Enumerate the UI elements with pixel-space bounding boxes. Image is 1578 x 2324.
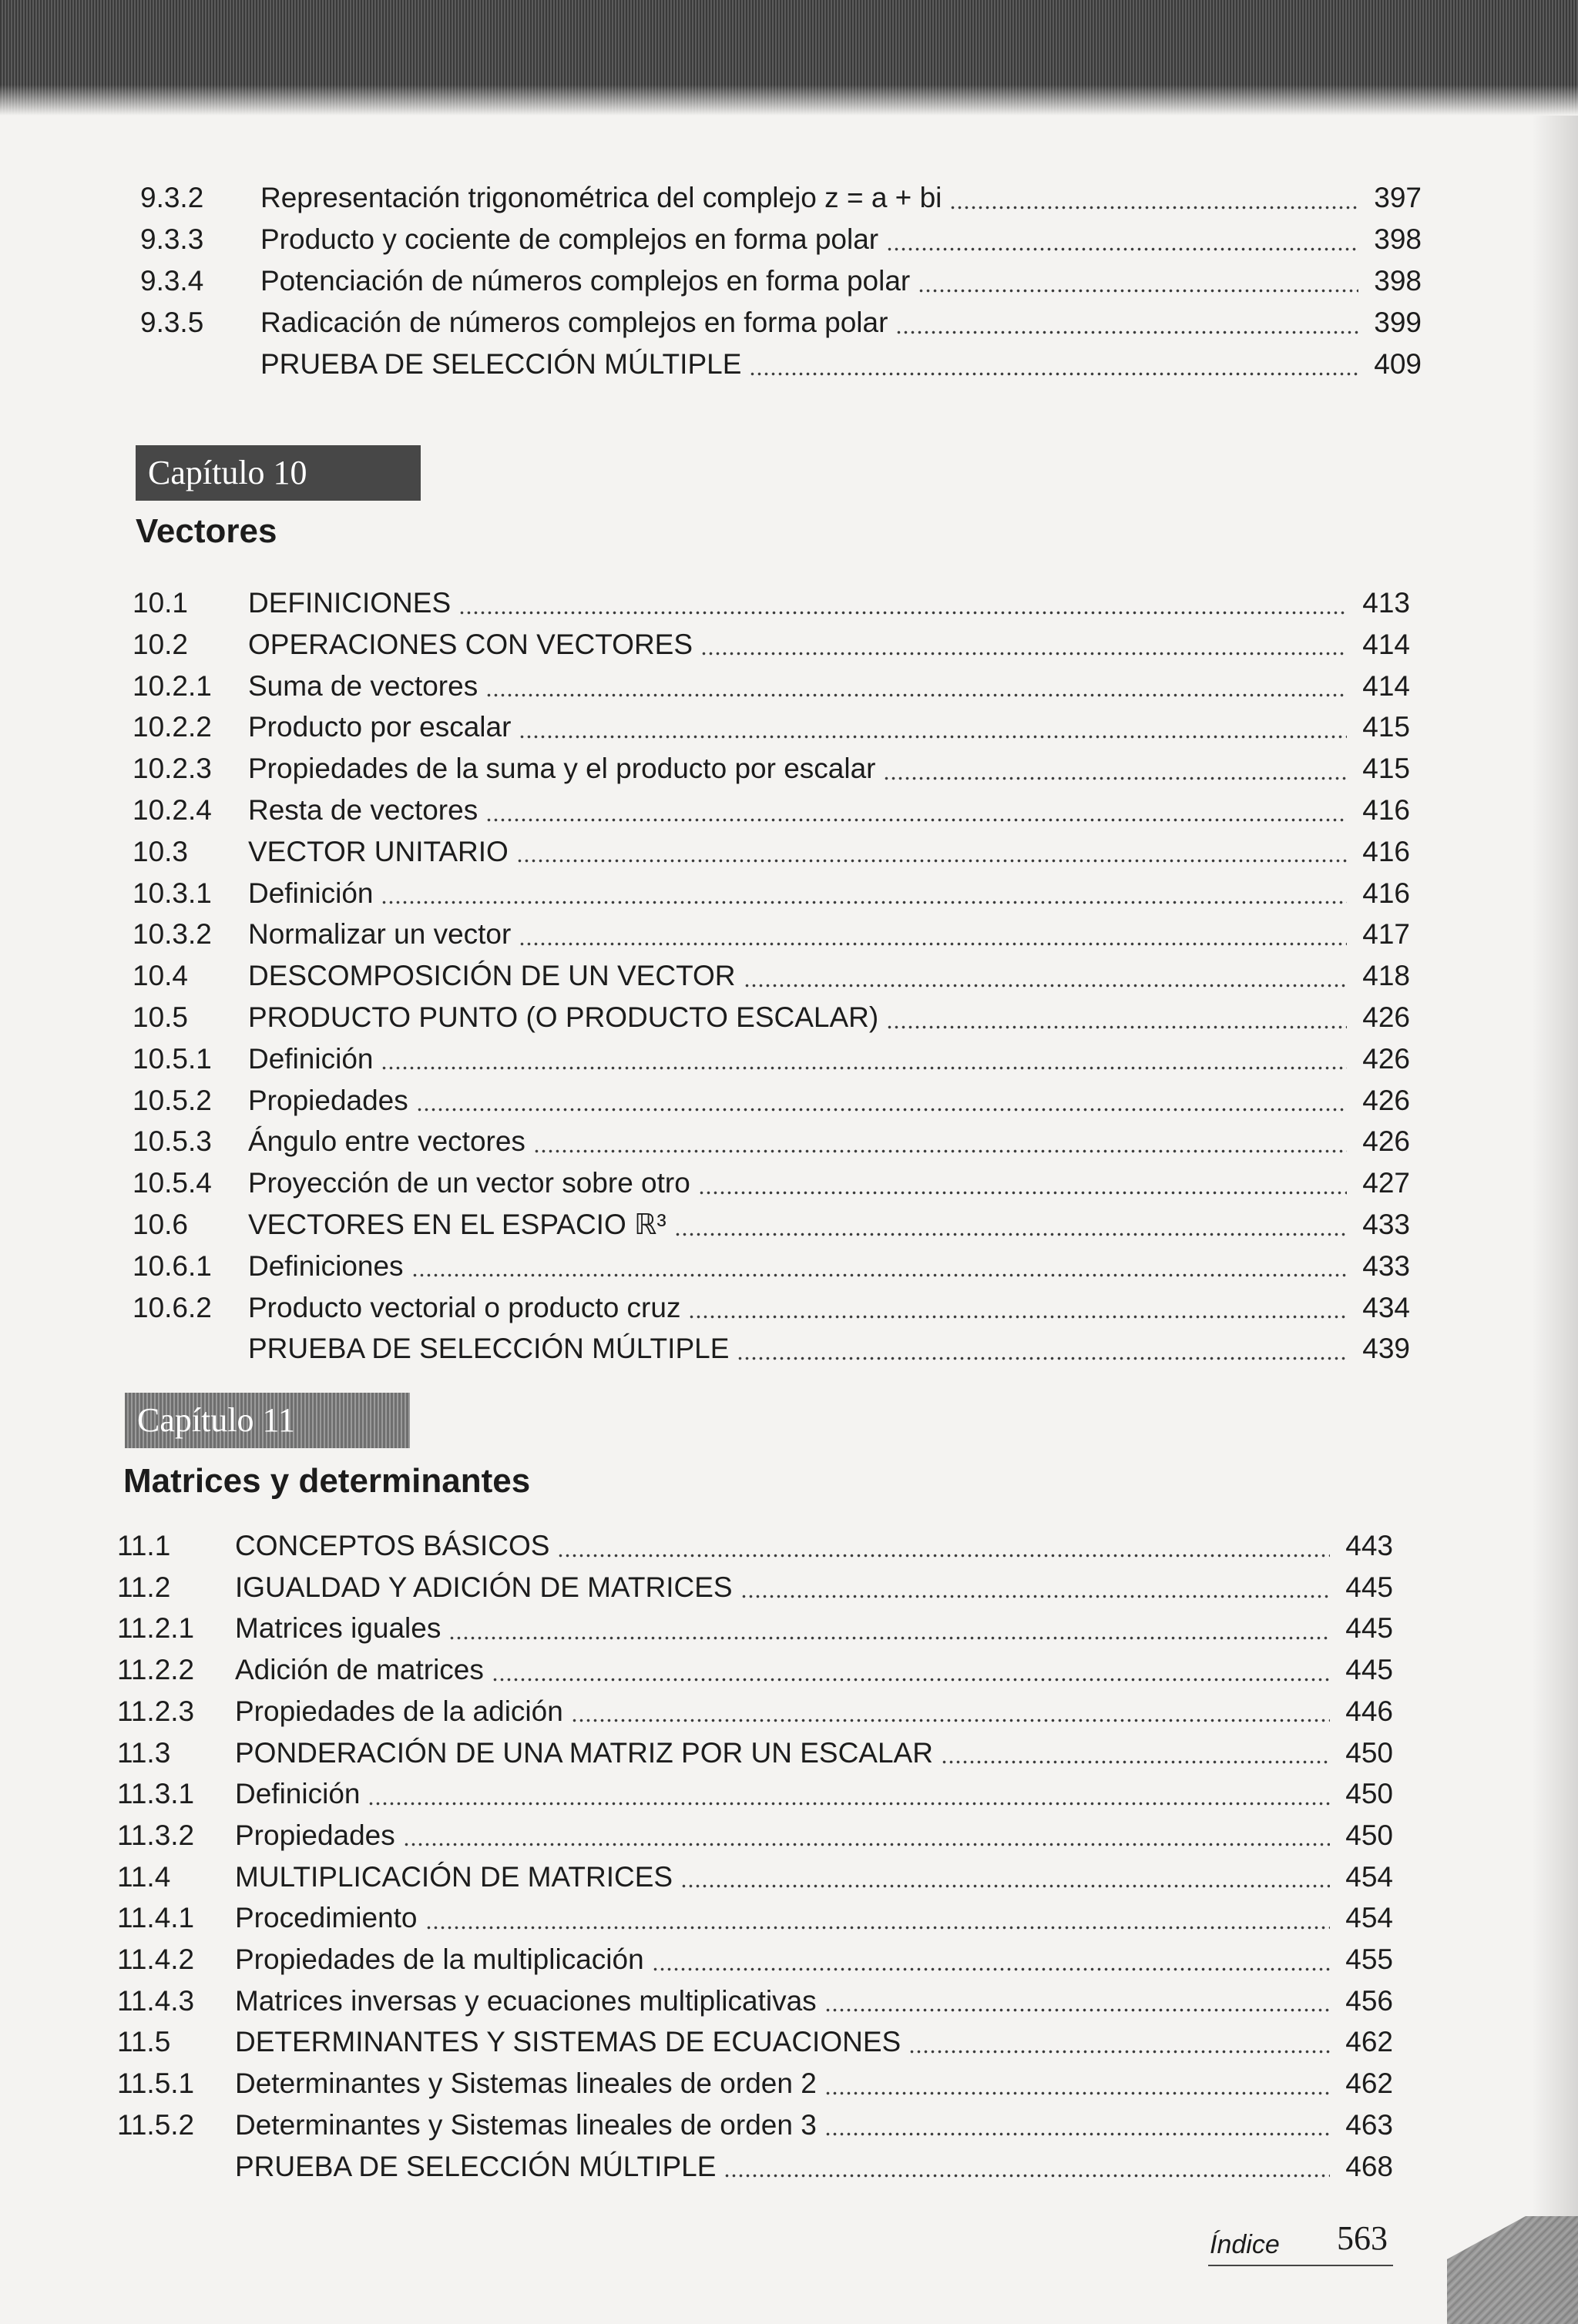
toc-page-number: 398 — [1374, 265, 1422, 297]
toc-page-number: 450 — [1345, 1736, 1393, 1769]
toc-title: DESCOMPOSICIÓN DE UN VECTOR — [248, 960, 736, 992]
toc-row — [117, 1899, 1393, 1937]
toc-number: 10.5.2 — [133, 1084, 212, 1116]
toc-number: 11.4.2 — [117, 1943, 195, 1975]
toc-leader-dots — [411, 1272, 1347, 1279]
toc-title: Proyección de un vector sobre otro — [248, 1167, 690, 1199]
toc-number: 10.3.2 — [133, 918, 212, 951]
toc-leader-dots — [740, 1593, 1330, 1601]
toc-leader-dots — [492, 1675, 1330, 1683]
toc-row — [133, 750, 1410, 788]
toc-leader-dots — [824, 2089, 1330, 2097]
toc-number: 10.5.1 — [133, 1042, 212, 1075]
toc-row — [133, 1164, 1410, 1202]
toc-number: 10.2.2 — [133, 711, 212, 743]
toc-page-number: 443 — [1345, 1530, 1393, 1561]
toc-title: Matrices inversas y ecuaciones multiplicativas — [235, 1984, 817, 2017]
toc-row — [117, 1568, 1393, 1607]
footer-index-label: Índice — [1210, 2230, 1280, 2259]
toc-title: DETERMINANTES Y SISTEMAS DE ECUACIONES — [235, 2026, 901, 2058]
toc-row — [133, 791, 1410, 830]
toc-page-number: 434 — [1362, 1291, 1410, 1323]
toc-title: MULTIPLICACIÓN DE MATRICES — [235, 1860, 673, 1893]
toc-page-number: 445 — [1345, 1571, 1393, 1603]
toc-row — [133, 625, 1410, 664]
toc-row — [117, 1775, 1393, 1813]
toc-title: PRODUCTO PUNTO (O PRODUCTO ESCALAR) — [248, 1001, 879, 1033]
toc-leader-dots — [824, 2131, 1330, 2138]
toc-leader-dots — [895, 328, 1358, 336]
toc-title: Propiedades de la multiplicación — [235, 1943, 644, 1975]
toc-number: 11.3.2 — [117, 1819, 195, 1851]
footer-rule — [1208, 2265, 1393, 2266]
toc-leader-dots — [824, 2007, 1330, 2014]
toc-row — [133, 1040, 1410, 1078]
toc-leader-dots — [425, 1923, 1330, 1931]
toc-number: 10.1 — [133, 587, 189, 619]
toc-number: 11.3.1 — [117, 1778, 195, 1810]
toc-page-number: 426 — [1362, 1084, 1410, 1116]
toc-row — [133, 667, 1410, 706]
chapter-11-label: Capítulo 11 — [125, 1393, 410, 1448]
toc-leader-dots — [519, 733, 1347, 740]
toc-leader-dots — [533, 1147, 1347, 1155]
toc-row — [133, 1122, 1410, 1161]
toc-row — [133, 833, 1410, 871]
toc-page-number: 415 — [1362, 711, 1410, 743]
toc-title: Propiedades — [235, 1819, 395, 1851]
toc-leader-dots — [908, 2047, 1330, 2055]
toc-page-number: 397 — [1374, 182, 1422, 213]
toc-page-number: 414 — [1362, 628, 1410, 660]
chapter-10-label: Capítulo 10 — [136, 445, 421, 501]
toc-page-number: 416 — [1362, 877, 1410, 909]
toc-row — [140, 220, 1422, 259]
toc-title: Definición — [248, 1042, 374, 1075]
toc-leader-dots — [883, 774, 1347, 782]
toc-page-number: 418 — [1362, 960, 1410, 992]
toc-leader-dots — [749, 370, 1358, 377]
toc-page-number: 426 — [1362, 1042, 1410, 1075]
chapter-10-title: Vectores — [136, 512, 277, 550]
toc-page-number: 398 — [1374, 223, 1422, 255]
toc-row — [117, 2106, 1393, 2145]
toc-number: 10.3.1 — [133, 877, 212, 909]
toc-leader-dots — [571, 1717, 1330, 1725]
toc-number: 11.4.1 — [117, 1902, 195, 1934]
toc-number: 10.2.4 — [133, 794, 212, 826]
toc-title: Procedimiento — [235, 1902, 418, 1934]
toc-leader-dots — [557, 1551, 1330, 1559]
toc-title: Propiedades de la suma y el producto por escalar — [248, 753, 876, 785]
toc-row — [140, 179, 1422, 217]
toc-leader-dots — [886, 1023, 1347, 1031]
footer-page-number: 563 — [1337, 2219, 1388, 2257]
toc-number: 11.5.2 — [117, 2108, 195, 2141]
toc-number: 11.2.2 — [117, 1654, 195, 1686]
toc-row — [133, 1082, 1410, 1120]
toc-row — [140, 303, 1422, 342]
toc-title: Producto por escalar — [248, 711, 512, 743]
toc-row — [133, 874, 1410, 913]
toc-title: Representación trigonométrica del complejo z = a + bi — [260, 182, 942, 213]
toc-leader-dots — [949, 203, 1358, 211]
toc-leader-dots — [458, 609, 1347, 616]
toc-title: Suma de vectores — [248, 669, 478, 702]
toc-title: Radicación de números complejos en forma polar — [260, 307, 888, 338]
toc-row — [117, 1692, 1393, 1731]
toc-row — [117, 1940, 1393, 1979]
toc-page-number: 455 — [1345, 1943, 1393, 1975]
scan-dark-edge — [0, 0, 1578, 116]
toc-title: PONDERACIÓN DE UNA MATRIZ POR UN ESCALAR — [235, 1736, 933, 1769]
toc-row — [117, 2148, 1393, 2186]
toc-row — [133, 584, 1410, 622]
toc-leader-dots — [680, 1883, 1330, 1890]
toc-leader-dots — [744, 981, 1347, 989]
toc-row — [117, 1982, 1393, 2021]
toc-title: Definiciones — [248, 1249, 404, 1282]
toc-row — [117, 1734, 1393, 1772]
toc-title: Adición de matrices — [235, 1654, 484, 1686]
page-shadow — [1532, 116, 1578, 2324]
toc-row — [117, 1816, 1393, 1855]
toc-title: PRUEBA DE SELECCIÓN MÚLTIPLE — [235, 2150, 717, 2182]
toc-row — [133, 915, 1410, 954]
toc-page-number: 427 — [1362, 1167, 1410, 1199]
toc-row — [133, 1330, 1410, 1368]
toc-row — [117, 1651, 1393, 1689]
toc-leader-dots — [941, 1759, 1330, 1766]
toc-title: VECTOR UNITARIO — [248, 835, 509, 867]
toc-number: 10.5.4 — [133, 1167, 212, 1199]
toc-page-number: 445 — [1345, 1654, 1393, 1686]
toc-page-number: 426 — [1362, 1001, 1410, 1033]
toc-leader-dots — [416, 1106, 1347, 1114]
toc-leader-dots — [403, 1841, 1330, 1849]
toc-leader-dots — [688, 1313, 1347, 1321]
toc-title: IGUALDAD Y ADICIÓN DE MATRICES — [235, 1571, 733, 1603]
toc-page-number: 439 — [1362, 1333, 1410, 1365]
toc-leader-dots — [674, 1230, 1347, 1238]
toc-leader-dots — [448, 1634, 1330, 1642]
toc-title: Ángulo entre vectores — [248, 1125, 525, 1158]
toc-number: 10.4 — [133, 960, 189, 992]
toc-number: 10.3 — [133, 835, 189, 867]
toc-title: Determinantes y Sistemas lineales de orden 2 — [235, 2067, 817, 2100]
toc-number: 11.5.1 — [117, 2067, 195, 2100]
toc-page-number: 415 — [1362, 753, 1410, 785]
toc-title: Definición — [235, 1778, 361, 1810]
page-corner — [1447, 2216, 1578, 2324]
toc-title: VECTORES EN EL ESPACIO ℝ³ — [248, 1209, 666, 1240]
toc-number: 11.4.3 — [117, 1984, 195, 2017]
toc-row — [140, 262, 1422, 300]
toc-page-number: 450 — [1345, 1819, 1393, 1851]
toc-page-number: 446 — [1345, 1695, 1393, 1727]
toc-leader-dots — [368, 1799, 1330, 1807]
toc-leader-dots — [886, 245, 1358, 253]
toc-number: 9.3.5 — [140, 307, 204, 338]
toc-number: 11.4 — [117, 1860, 171, 1893]
toc-number: 10.6.2 — [133, 1291, 212, 1323]
toc-number: 11.1 — [117, 1530, 171, 1561]
toc-leader-dots — [918, 287, 1358, 294]
toc-number: 11.2 — [117, 1571, 171, 1603]
toc-row — [140, 345, 1422, 384]
toc-page-number: 413 — [1362, 587, 1410, 619]
toc-number: 11.5 — [117, 2026, 171, 2058]
toc-page-number: 399 — [1374, 307, 1422, 338]
toc-title: OPERACIONES CON VECTORES — [248, 628, 693, 660]
toc-page-number: 462 — [1345, 2026, 1393, 2058]
toc-row — [133, 998, 1410, 1037]
toc-row — [117, 2064, 1393, 2103]
toc-number: 10.2.1 — [133, 669, 212, 702]
toc-page-number: 462 — [1345, 2067, 1393, 2100]
toc-row — [117, 1858, 1393, 1896]
toc-page-number: 445 — [1345, 1612, 1393, 1645]
toc-leader-dots — [381, 899, 1347, 907]
toc-title: Resta de vectores — [248, 794, 478, 826]
toc-page-number: 468 — [1345, 2150, 1393, 2182]
toc-title: Propiedades de la adición — [235, 1695, 563, 1727]
toc-leader-dots — [700, 650, 1347, 658]
toc-title: PRUEBA DE SELECCIÓN MÚLTIPLE — [260, 348, 742, 380]
toc-title: Propiedades — [248, 1084, 408, 1116]
toc-number: 10.5 — [133, 1001, 189, 1033]
toc-row — [133, 1289, 1410, 1327]
chapter-11-title: Matrices y determinantes — [123, 1462, 531, 1500]
toc-row — [117, 1609, 1393, 1648]
toc-row — [133, 1206, 1410, 1244]
toc-row — [133, 1247, 1410, 1286]
toc-leader-dots — [737, 1354, 1347, 1362]
toc-title: Normalizar un vector — [248, 918, 512, 951]
toc-title: Producto vectorial o producto cruz — [248, 1291, 681, 1323]
toc-row — [133, 708, 1410, 746]
toc-number: 11.2.1 — [117, 1612, 195, 1645]
toc-number: 9.3.2 — [140, 182, 204, 213]
toc-page-number: 454 — [1345, 1902, 1393, 1934]
toc-leader-dots — [485, 692, 1347, 699]
toc-leader-dots — [381, 1065, 1347, 1072]
toc-page-number: 426 — [1362, 1125, 1410, 1158]
toc-row — [117, 1527, 1393, 1565]
toc-title: Matrices iguales — [235, 1612, 442, 1645]
toc-leader-dots — [485, 816, 1347, 823]
toc-page-number: 450 — [1345, 1778, 1393, 1810]
toc-title: CONCEPTOS BÁSICOS — [235, 1530, 550, 1561]
toc-title: Definición — [248, 877, 374, 909]
toc-page-number: 409 — [1374, 348, 1422, 380]
toc-title: Determinantes y Sistemas lineales de orden 3 — [235, 2108, 817, 2141]
toc-title: Producto y cociente de complejos en forma polar — [260, 223, 879, 255]
toc-number: 11.2.3 — [117, 1695, 195, 1727]
toc-leader-dots — [724, 2172, 1330, 2180]
toc-title: Potenciación de números complejos en forma polar — [260, 265, 911, 297]
toc-leader-dots — [652, 1965, 1330, 1973]
toc-row — [133, 957, 1410, 995]
toc-title: PRUEBA DE SELECCIÓN MÚLTIPLE — [248, 1333, 730, 1365]
toc-page-number: 463 — [1345, 2108, 1393, 2141]
toc-page-number: 433 — [1362, 1209, 1410, 1240]
toc-number: 9.3.4 — [140, 265, 204, 297]
toc-page-number: 417 — [1362, 918, 1410, 951]
toc-leader-dots — [519, 940, 1347, 947]
toc-number: 10.2.3 — [133, 753, 212, 785]
toc-number: 9.3.3 — [140, 223, 204, 255]
toc-page-number: 416 — [1362, 835, 1410, 867]
toc-page-number: 414 — [1362, 669, 1410, 702]
toc-number: 10.6.1 — [133, 1249, 212, 1282]
toc-leader-dots — [698, 1189, 1347, 1196]
toc-number: 10.5.3 — [133, 1125, 212, 1158]
toc-number: 10.6 — [133, 1209, 189, 1240]
toc-row — [117, 2023, 1393, 2061]
toc-number: 11.3 — [117, 1736, 171, 1769]
toc-page-number: 456 — [1345, 1984, 1393, 2017]
toc-page-number: 433 — [1362, 1249, 1410, 1282]
toc-number: 10.2 — [133, 628, 189, 660]
toc-page-number: 416 — [1362, 794, 1410, 826]
toc-leader-dots — [516, 857, 1347, 865]
toc-title: DEFINICIONES — [248, 587, 452, 619]
toc-page-number: 454 — [1345, 1860, 1393, 1893]
